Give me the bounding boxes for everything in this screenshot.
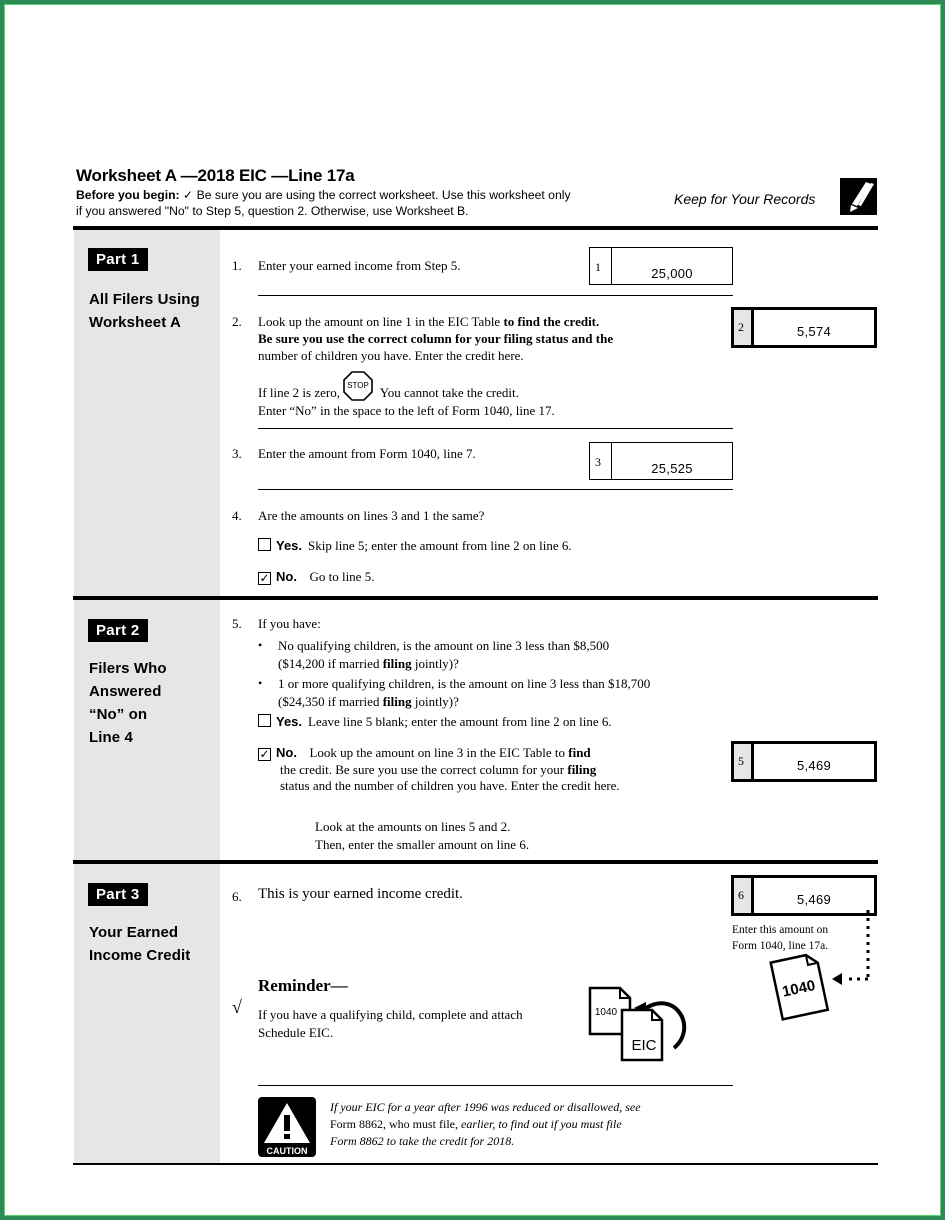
form-1040-arrow-icon (760, 905, 880, 1030)
svg-text:1040: 1040 (780, 977, 817, 1001)
keep-for-records: Keep for Your Records (674, 191, 816, 207)
line5-bullet2: 1 or more qualifying children, is the amount on line 3 less than $18,700 ($24,350 if married filing jointly)? (278, 676, 651, 709)
line6-text: This is your earned income credit. (258, 886, 463, 902)
line3-box[interactable] (589, 442, 733, 480)
bullet-icon: • (258, 638, 263, 652)
part1-sidebar (74, 230, 220, 596)
svg-text:EIC: EIC (631, 1037, 657, 1054)
line4-no-option: ✓ No. Go to line 5. (259, 569, 375, 585)
line1-number: 1. (232, 258, 242, 273)
divider (258, 1085, 733, 1086)
before-text-2: if you answered "No" to Step 5, question 2. Otherwise, use Worksheet B. (76, 204, 469, 218)
line5-yes-checkbox[interactable] (258, 714, 271, 727)
reminder-title: Reminder— (258, 976, 348, 995)
line5-intro: If you have: (258, 616, 321, 631)
checkmark-icon: √ (232, 997, 242, 1017)
line1-value[interactable]: 25,000 (651, 266, 693, 281)
caution-text: If your EIC for a year after 1996 was reduced or disallowed, see Form 8862, who must file, earlier, to find out if you must file Form 8862 to take the credit for 2018. (330, 1100, 641, 1148)
line2-number: 2. (232, 314, 242, 329)
part1-label: Part 1 (88, 248, 148, 271)
line2-box-number: 2 (734, 310, 754, 345)
divider (258, 428, 733, 429)
line6-number: 6. (232, 889, 242, 904)
line2-value[interactable]: 5,574 (796, 324, 832, 339)
line6-box-number: 6 (734, 878, 754, 913)
line3-number: 3. (232, 446, 242, 461)
line4-number: 4. (232, 508, 242, 523)
line5-no-checkbox[interactable]: ✓ (259, 747, 270, 761)
line5-number: 5. (232, 616, 242, 631)
line5-yes-option: Yes. Leave line 5 blank; enter the amount from line 2 on line 6. (258, 713, 612, 730)
line3-box-number: 3 (590, 443, 612, 479)
line5-bullet1: No qualifying children, is the amount on line 3 less than $8,500 ($14,200 if married filing jointly)? (278, 638, 610, 671)
line1-box-number: 1 (590, 248, 612, 284)
part3-heading: Your Earned Income Credit (89, 924, 191, 964)
worksheet-title: Worksheet A —2018 EIC —Line 17a (76, 166, 355, 185)
reminder-text: If you have a qualifying child, complete and attach Schedule EIC. (258, 1007, 523, 1040)
line2-zero-note: If line 2 is zero, STOP You cannot take the credit. Enter “No” in the space to the left of Form 1040, line 17. (258, 371, 718, 420)
line6-value[interactable]: 5,469 (796, 892, 832, 907)
stop-sign-icon (343, 371, 373, 401)
line1-text: Enter your earned income from Step 5. (258, 258, 461, 273)
caution-icon (258, 1097, 316, 1157)
line2-text: Look up the amount on line 1 in the EIC Table to find the credit. Be sure you use the correct column for your filing status and the number of children you have. Enter the credit here. (258, 314, 614, 363)
before-label: Before you begin: (76, 188, 180, 202)
line5-box[interactable] (731, 741, 877, 782)
before-text-1: Be sure you are using the correct worksheet. Use this worksheet only (196, 188, 571, 202)
line4-yes-checkbox[interactable] (258, 538, 271, 551)
line5-no-option: ✓ No. Look up the amount on line 3 in the EIC Table to find the credit. Be sure you use the correct column for your filing status and the number of children you have. Enter the credit here. (259, 745, 620, 793)
divider (258, 295, 733, 296)
line2-box[interactable] (731, 307, 877, 348)
bullet-icon: • (258, 676, 263, 690)
check-icon: ✓ (183, 188, 194, 202)
part3-sidebar (74, 864, 220, 1164)
compare-note: Look at the amounts on lines 5 and 2. Then, enter the smaller amount on line 6. (315, 819, 530, 852)
attach-schedule-icon (586, 984, 696, 1064)
pencil-icon (840, 178, 877, 215)
line5-value[interactable]: 5,469 (796, 758, 832, 773)
part2-heading: Filers Who Answered “No” on Line 4 (89, 660, 167, 746)
svg-text:1040: 1040 (594, 1007, 618, 1018)
part3-label: Part 3 (88, 883, 148, 906)
line5-box-number: 5 (734, 744, 754, 779)
line4-no-checkbox[interactable]: ✓ (259, 571, 270, 585)
part2-label: Part 2 (88, 619, 148, 642)
line4-text: Are the amounts on lines 3 and 1 the same? (258, 508, 485, 523)
line3-value[interactable]: 25,525 (651, 461, 693, 476)
before-you-begin (76, 187, 636, 219)
line3-text: Enter the amount from Form 1040, line 7. (258, 446, 476, 461)
bottom-rule (73, 1163, 878, 1165)
line6-note: Enter this amount on Form 1040, line 17a. (732, 924, 829, 952)
svg-text:CAUTION: CAUTION (266, 1146, 308, 1156)
line1-box[interactable] (589, 247, 733, 285)
divider (258, 489, 733, 490)
svg-text:STOP: STOP (347, 381, 370, 390)
line4-yes-option: Yes. Skip line 5; enter the amount from line 2 on line 6. (258, 537, 572, 554)
part1-heading: All Filers Using Worksheet A (89, 291, 200, 331)
